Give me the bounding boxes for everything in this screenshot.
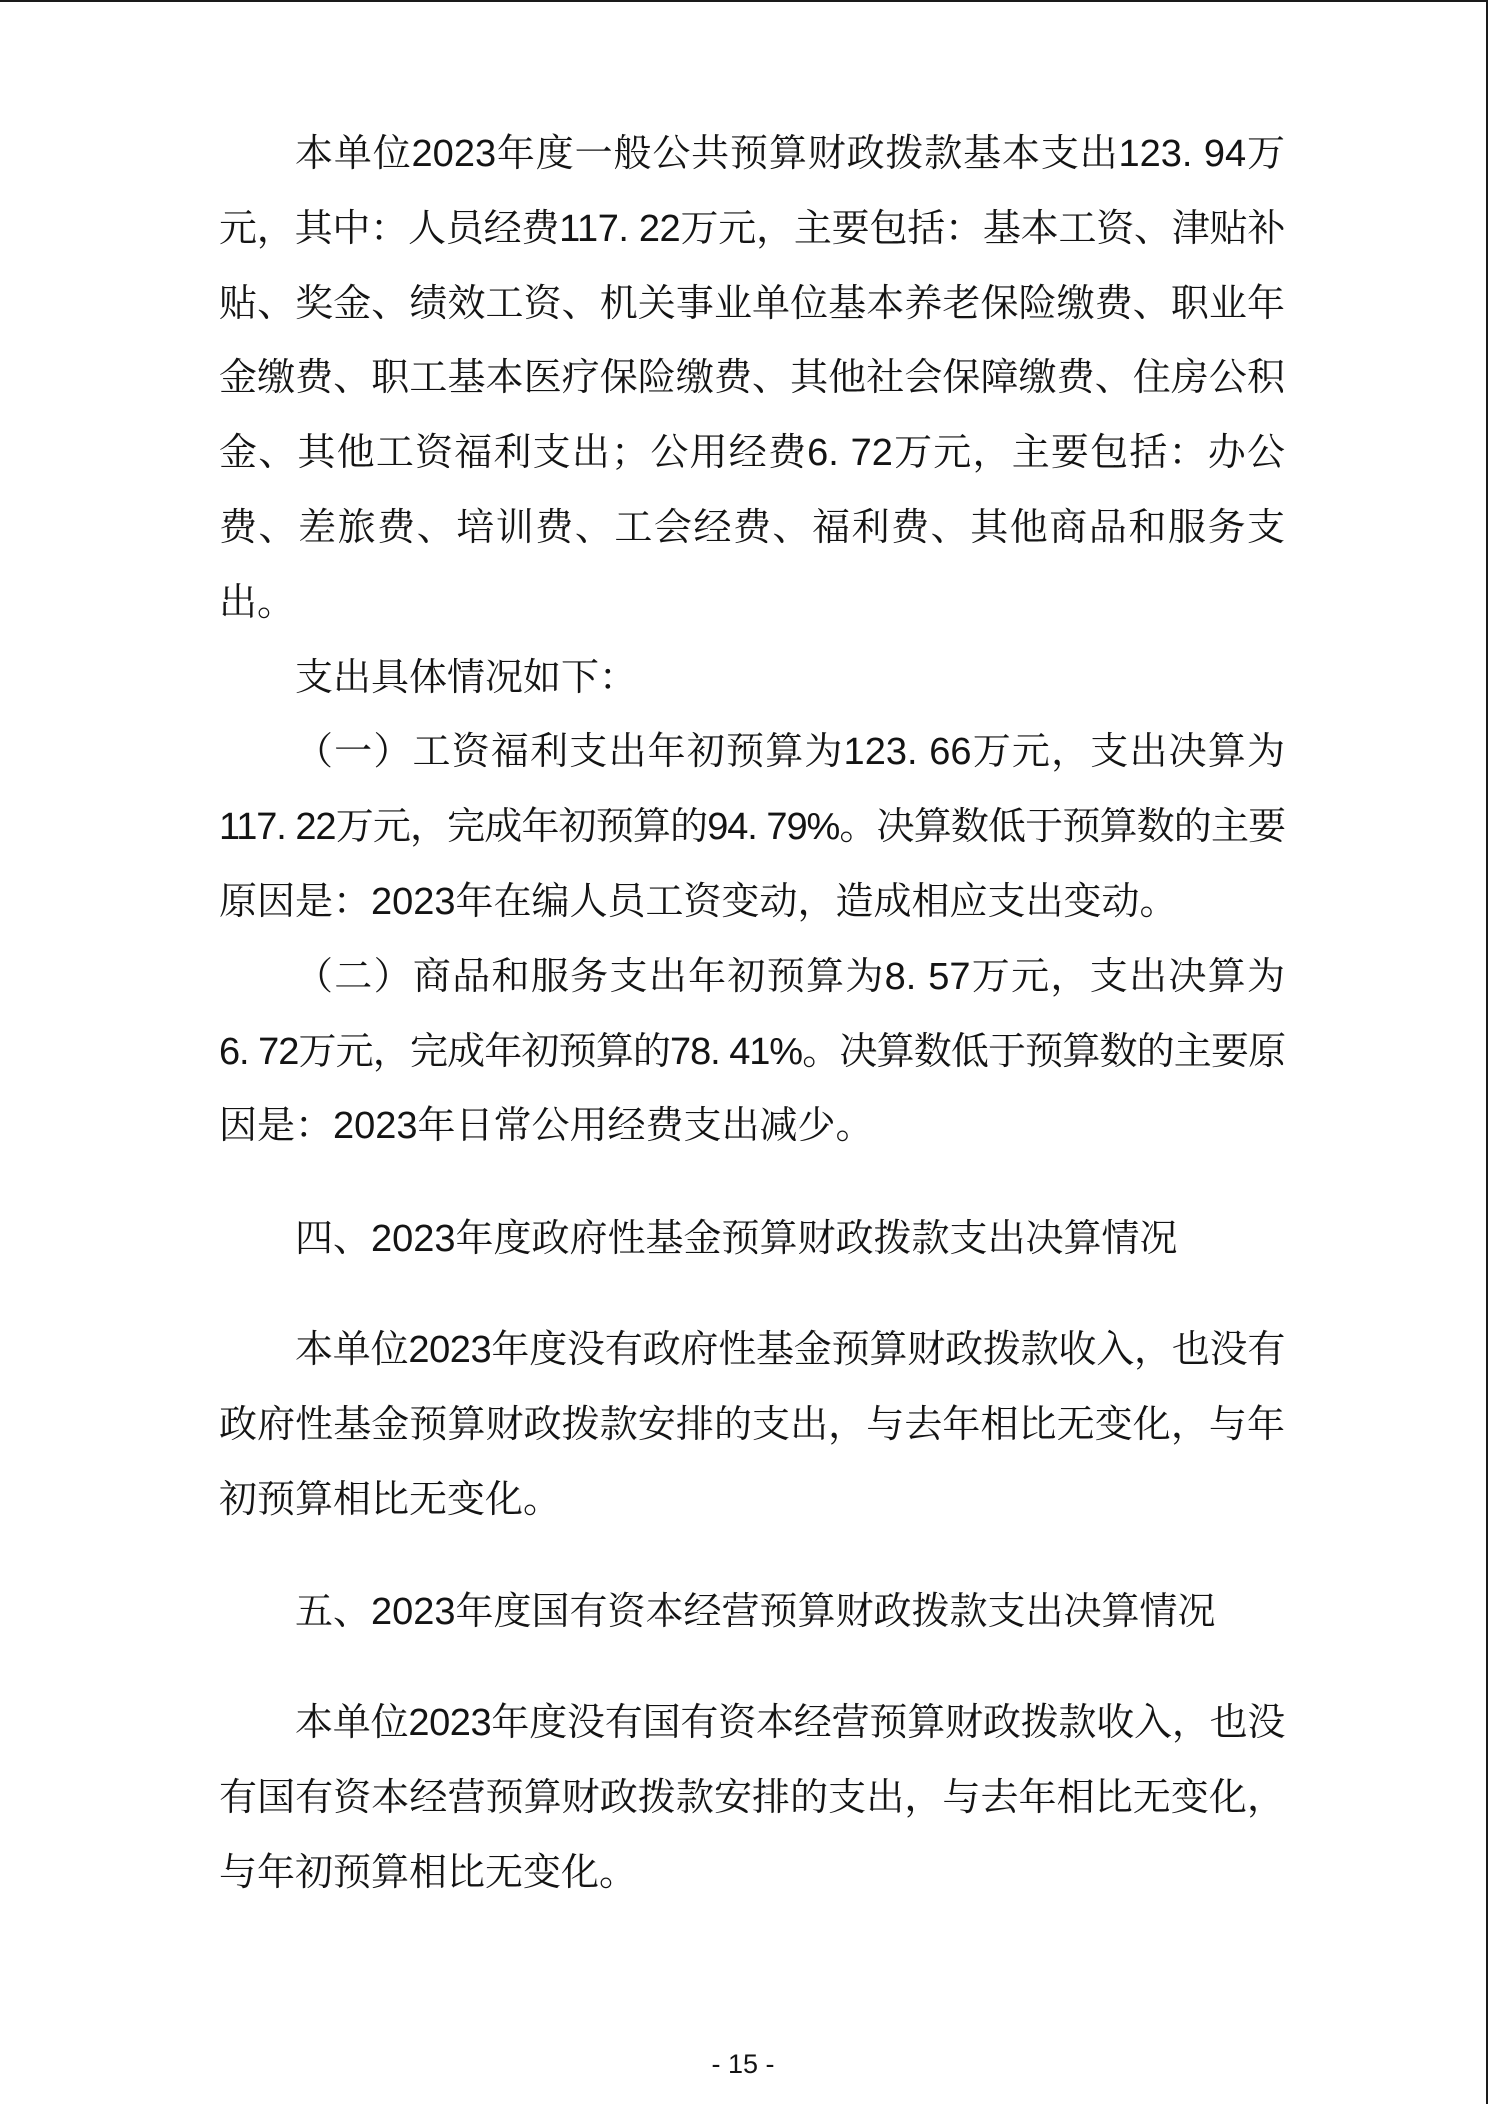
paragraph-line: 元，其中：人员经费117. 22万元，主要包括：基本工资、津贴补 bbox=[219, 207, 1285, 250]
paragraph-line: 金、其他工资福利支出；公用经费6. 72万元，主要包括：办公 bbox=[219, 432, 1285, 475]
page-number: - 15 - bbox=[711, 2049, 775, 2079]
paragraph-government-fund bbox=[219, 1313, 1285, 1537]
paragraph-line: （二）商品和服务支出年初预算为8. 57万元，支出决算为 bbox=[295, 955, 1285, 998]
paragraph-line: 金缴费、职工基本医疗保险缴费、其他社会保障缴费、住房公积 bbox=[219, 357, 1285, 400]
paragraph-line: 贴、奖金、绩效工资、机关事业单位基本养老保险缴费、职业年 bbox=[219, 282, 1285, 325]
paragraph-line: 费、差旅费、培训费、工会经费、福利费、其他商品和服务支 bbox=[219, 506, 1285, 549]
paragraph-line: 出。 bbox=[219, 581, 296, 624]
paragraph-line: 支出具体情况如下： bbox=[295, 656, 638, 699]
paragraph-line: 原因是：2023年在编人员工资变动，造成相应支出变动。 bbox=[219, 880, 1178, 923]
paragraph-line: 与年初预算相比无变化。 bbox=[219, 1851, 638, 1894]
paragraph-wage-welfare bbox=[219, 715, 1285, 939]
paragraph-basic-expenditure bbox=[219, 117, 1285, 641]
paragraph-line: 本单位2023年度没有国有资本经营预算财政拨款收入，也没 bbox=[295, 1702, 1285, 1745]
section-heading-government-fund: 四、2023年度政府性基金预算财政拨款支出决算情况 bbox=[295, 1218, 1178, 1261]
paragraph-line: 本单位2023年度一般公共预算财政拨款基本支出123. 94万 bbox=[295, 133, 1285, 175]
paragraph-details-intro bbox=[219, 641, 1285, 716]
paragraph-line: 因是：2023年日常公用经费支出减少。 bbox=[219, 1105, 874, 1148]
paragraph-line: 6. 72万元，完成年初预算的78. 41%。决算数低于预算数的主要原 bbox=[219, 1030, 1285, 1073]
paragraph-goods-services bbox=[219, 940, 1285, 1164]
paragraph-line: （一）工资福利支出年初预算为123. 66万元，支出决算为 bbox=[295, 731, 1285, 774]
paragraph-line: 有国有资本经营预算财政拨款安排的支出，与去年相比无变化， bbox=[219, 1776, 1285, 1819]
section-heading-state-capital: 五、2023年度国有资本经营预算财政拨款支出决算情况 bbox=[295, 1591, 1216, 1634]
paragraph-line: 本单位2023年度没有政府性基金预算财政拨款收入，也没有 bbox=[295, 1328, 1285, 1371]
paragraph-state-capital bbox=[219, 1686, 1285, 1910]
page-body bbox=[219, 117, 1285, 1911]
paragraph-line: 政府性基金预算财政拨款安排的支出，与去年相比无变化，与年 bbox=[219, 1403, 1285, 1446]
paragraph-line: 初预算相比无变化。 bbox=[219, 1478, 562, 1521]
paragraph-line: 117. 22万元，完成年初预算的94. 79%。决算数低于预算数的主要 bbox=[219, 806, 1285, 849]
